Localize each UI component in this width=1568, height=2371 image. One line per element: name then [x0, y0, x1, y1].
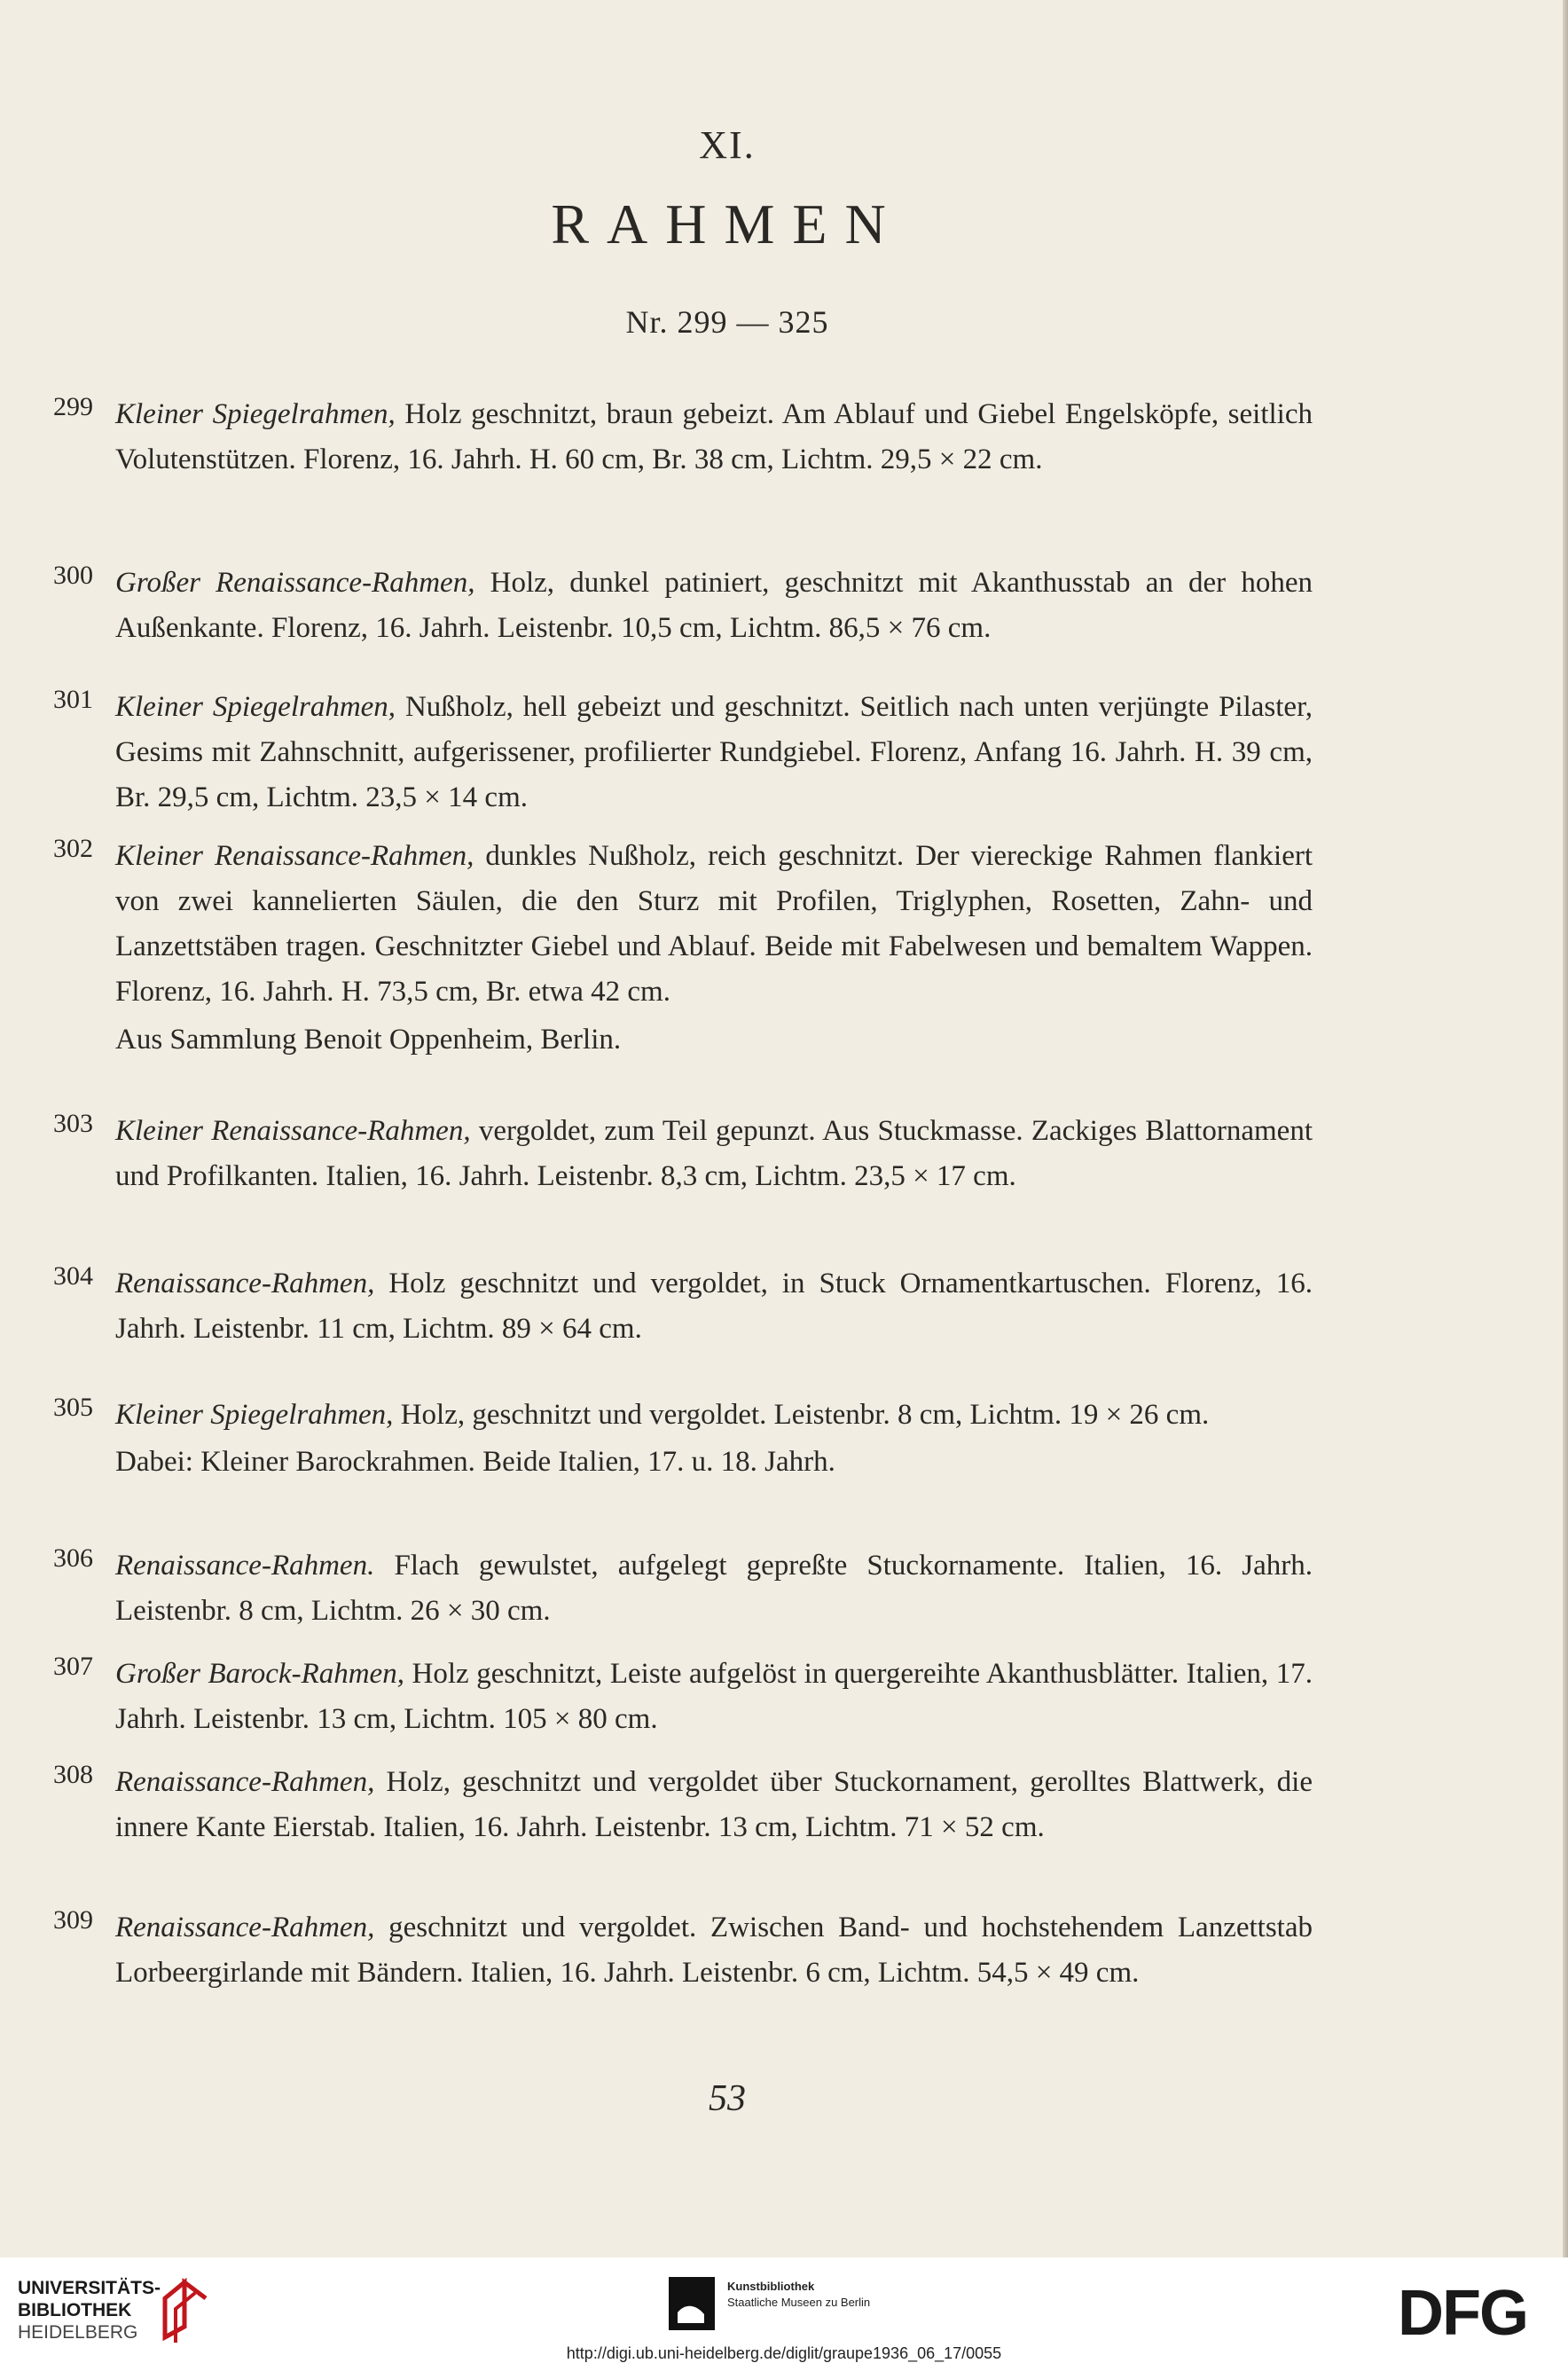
entry-text: vergoldet, zum Teil gepunzt. Aus Stuckmasse. Zackiges Blattornament und Profilkanten. Italien, 16. Jahrh. Leistenbr. 8,3 cm, Lichtm. 23,5 × 17 cm. [115, 1115, 1313, 1193]
catalog-entry-307 [53, 1652, 1313, 1742]
entry-provenance: Aus Sammlung Benoit Oppenheim, Berlin. [115, 1023, 622, 1056]
catalog-entry-303 [53, 1109, 1313, 1199]
entry-number: 302 [53, 834, 93, 863]
entry-text: dunkles Nußholz, reich geschnitzt. Der viereckige Rahmen flankiert von zwei kannelierten Säulen, die den Sturz mit Profilen, Triglyphen, Rosetten, Zahn- und Lanzettstäben tragen. Geschnitzter Giebel und Ablauf. Beide mit Fabelwesen und bemaltem Wappen. Florenz, 16. Jahrh. H. 73,5 cm, Br. etwa 42 cm. [115, 840, 1313, 1009]
entry-name: Kleiner Spiegelrahmen, [115, 691, 396, 723]
entry-number: 301 [53, 685, 93, 714]
ub-line-1: UNIVERSITÄTS- [18, 2278, 161, 2298]
entry-text: Flach gewulstet, aufgelegt gepreßte Stuckornamente. Italien, 16. Jahrh. Leistenbr. 8 cm, Lichtm. 26 × 30 cm. [115, 1550, 1313, 1628]
entry-name: Renaissance-Rahmen, [115, 1912, 375, 1943]
entry-name: Renaissance-Rahmen. [115, 1550, 375, 1582]
catalog-entry-299 [53, 392, 1313, 483]
ub-heidelberg-wordmark[interactable] [18, 2277, 161, 2344]
entry-text: Holz, geschnitzt und vergoldet. Leistenbr. 8 cm, Lichtm. 19 × 26 cm. [393, 1399, 1210, 1431]
dfg-logo: DFG [1398, 2278, 1527, 2349]
entry-text: Holz, dunkel patiniert, geschnitzt mit Akanthusstab an der hohen Außenkante. Florenz, 16. Jahrh. Leistenbr. 10,5 cm, Lichtm. 86,5 × 76 cm. [115, 567, 1313, 645]
ub-line-2: BIBLIOTHEK [18, 2300, 132, 2320]
catalog-entry-301 [53, 685, 1313, 820]
entry-text: geschnitzt und vergoldet. Zwischen Band- und hochstehendem Lanzettstab Lorbeergirlande mit Bändern. Italien, 16. Jahrh. Leistenbr. 6 cm, Lichtm. 54,5 × 49 cm. [115, 1912, 1313, 1990]
entry-number: 300 [53, 561, 93, 590]
entry-text: Holz, geschnitzt und vergoldet über Stuckornament, gerolltes Blattwerk, die innere Kante Eierstab. Italien, 16. Jahrh. Leistenbr. 13 cm, Lichtm. 71 × 52 cm. [115, 1766, 1313, 1844]
entry-number: 303 [53, 1109, 93, 1138]
page-title: RAHMEN [551, 192, 904, 255]
entry-number: 308 [53, 1760, 93, 1789]
entry-text: Holz geschnitzt, braun gebeizt. Am Ablauf und Giebel Engelsköpfe, seitlich Volutenstützen. Florenz, 16. Jahrh. H. 60 cm, Br. 38 cm, Lichtm. 29,5 × 22 cm. [115, 398, 1313, 476]
catalog-entry-309 [53, 1905, 1313, 1996]
entry-text: Holz geschnitzt, Leiste aufgelöst in quergereihte Akanthusblätter. Italien, 17. Jahrh. Leistenbr. 13 cm, Lichtm. 105 × 80 cm. [115, 1658, 1313, 1736]
kunstbibliothek-logo-icon [669, 2277, 715, 2330]
entry-name: Kleiner Renaissance-Rahmen, [115, 840, 474, 872]
catalog-entry-304 [53, 1261, 1313, 1352]
entry-number: 307 [53, 1652, 93, 1681]
permalink-url[interactable]: http://digi.ub.uni-heidelberg.de/diglit/graupe1936_06_17/0055 [566, 2344, 1002, 2362]
entry-note: Dabei: Kleiner Barockrahmen. Beide Italien, 17. u. 18. Jahrh. [115, 1446, 835, 1479]
catalog-entry-302 [53, 834, 1313, 1063]
entry-number: 305 [53, 1393, 93, 1422]
chapter-number: XI. [699, 123, 756, 167]
entry-name: Kleiner Renaissance-Rahmen, [115, 1115, 471, 1147]
page-number: 53 [709, 2078, 746, 2119]
entry-number: 304 [53, 1261, 93, 1291]
catalog-entry-306 [53, 1543, 1313, 1634]
entry-name: Großer Barock-Rahmen, [115, 1658, 404, 1690]
ub-line-3: HEIDELBERG [18, 2322, 138, 2343]
entry-name: Kleiner Spiegelrahmen, [115, 398, 396, 430]
page-edge-shadow [1563, 0, 1568, 2257]
entry-text: Holz geschnitzt und vergoldet, in Stuck Ornamentkartuschen. Florenz, 16. Jahrh. Leistenbr. 11 cm, Lichtm. 89 × 64 cm. [115, 1268, 1313, 1346]
entry-number: 299 [53, 392, 93, 421]
catalog-entry-305 [53, 1393, 1313, 1485]
entry-name: Renaissance-Rahmen, [115, 1766, 375, 1798]
kunstbibliothek-label [727, 2279, 870, 2311]
catalog-entry-300 [53, 561, 1313, 651]
entry-number: 306 [53, 1543, 93, 1573]
catalog-entry-308 [53, 1760, 1313, 1850]
entry-text: Nußholz, hell gebeizt und geschnitzt. Seitlich nach unten verjüngte Pilaster, Gesims mit Zahnschnitt, aufgerissener, profilierter Rundgiebel. Florenz, Anfang 16. Jahrh. H. 39 cm, Br. 29,5 cm, Lichtm. 23,5 × 14 cm. [115, 691, 1313, 814]
entry-name: Großer Renaissance-Rahmen, [115, 567, 475, 599]
lot-range: Nr. 299 — 325 [625, 304, 829, 340]
entry-name: Renaissance-Rahmen, [115, 1268, 375, 1299]
kb-line-1: Kunstbibliothek [727, 2280, 815, 2293]
entry-number: 309 [53, 1905, 93, 1935]
digitization-footer [0, 2257, 1568, 2371]
ub-logo-icon [158, 2273, 213, 2346]
entry-name: Kleiner Spiegelrahmen, [115, 1399, 394, 1431]
kb-line-2: Staatliche Museen zu Berlin [727, 2296, 871, 2309]
